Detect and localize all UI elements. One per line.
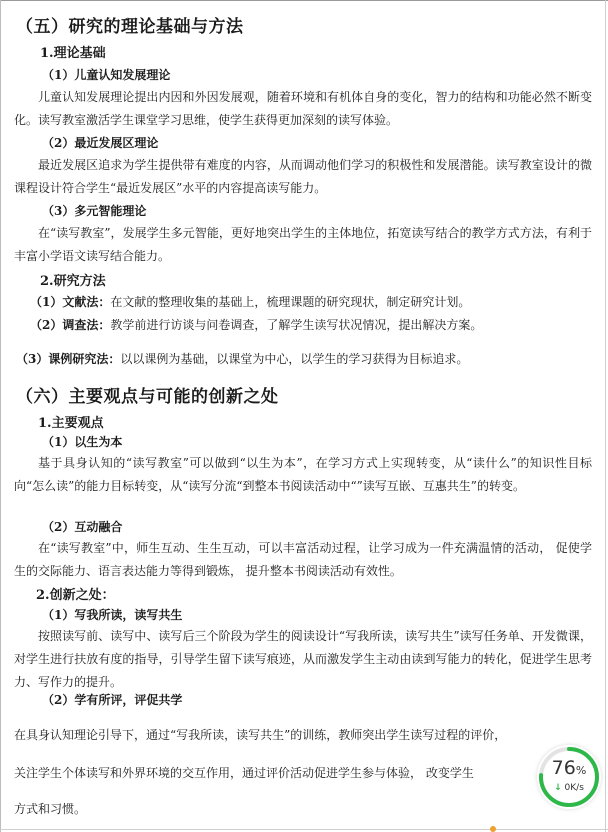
innovation-2-line-2: 关注学生个体读写和外界环境的交互作用，通过评价活动促进学生参与体验， 改变学生: [14, 766, 474, 780]
method-1-text: 在文献的整理收集的基础上，梳理课题的研究现状，制定研究计划。: [110, 295, 471, 309]
network-speed-widget[interactable]: [537, 745, 601, 809]
view-1-body: 基于具身认知的“读写教室”可以做到“以生为本”，在学习方式上实现转变，从“读什么”的知识性目标向“怎么读”的能力目标转变，从“读写分流“到整本书阅读活动中“”读写互嵌、互惠共生”的转变。: [14, 456, 592, 493]
innovation-heading: 2.创新之处：: [36, 588, 115, 603]
theory-1-body: 儿童认知发展理论提出内因和外因发展观，随着环境和有机体自身的变化，智力的结构和功能必然不断变化。读写教室激活学生课堂学习思维，使学生获得更加深刻的读写体验。: [14, 90, 592, 127]
page-top-border: [0, 0, 608, 1]
theory-3-body: 在“读写教室”，发展学生多元智能，更好地突出学生的主体地位，拓宽读写结合的教学方式方法，有利于丰富小学语文读写结合能力。: [14, 226, 592, 263]
speed-percent-value: 76: [551, 757, 576, 779]
method-1-label: （1）文献法：: [30, 295, 111, 309]
innovation-2-heading: （2）学有所评，评促共学: [42, 693, 183, 707]
speed-percent-sign: %: [575, 764, 587, 777]
theory-2-heading: （2）最近发展区理论: [42, 136, 159, 150]
views-heading: 1.主要观点: [38, 416, 104, 431]
page-right-border: [605, 0, 606, 832]
method-2-label: （2）调查法：: [30, 318, 111, 332]
speed-rate-value: 0K/s: [564, 783, 584, 793]
method-3: [16, 350, 468, 367]
method-2: [30, 316, 482, 333]
down-arrow-icon: ↓: [554, 783, 562, 793]
method-3-text: 以以课例为基础，以课堂为中心，以学生的学习获得为目标追求。: [120, 352, 469, 366]
section-5-title: （五）研究的理论基础与方法: [16, 17, 244, 37]
innovation-1-heading: （1）写我所读，读写共生: [42, 608, 183, 622]
page-left-border: [0, 0, 1, 832]
method-3-label: （3）课例研究法：: [16, 352, 121, 366]
view-1-heading: （1）以生为本: [42, 435, 123, 449]
theory-heading: 1.理论基础: [40, 46, 106, 61]
innovation-2-line-3: 方式和习惯。: [14, 802, 87, 816]
method-1: [30, 293, 470, 310]
view-2-body: 在“读写教室”中，师生互动、生生互动，可以丰富活动过程，让学习成为一件充满温情的活动， 促使学生的交际能力、语言表达能力等得到锻炼， 提升整本书阅读活动有效性。: [14, 541, 592, 578]
section-6-title: （六）主要观点与可能的创新之处: [16, 387, 279, 407]
method-2-text: 教学前进行访谈与问卷调查，了解学生读写状况情况，提出解决方案。: [110, 318, 483, 332]
orange-dot-icon: [490, 826, 496, 832]
speed-percent: [537, 757, 601, 779]
theory-3-heading: （3）多元智能理论: [42, 204, 147, 218]
theory-2-body: 最近发展区追求为学生提供带有难度的内容，从而调动他们学习的积极性和发展潜能。读写教室设计的微课程设计符合学生“最近发展区”水平的内容提高读写能力。: [14, 158, 592, 195]
page-bottom-border: [0, 829, 608, 830]
theory-1-heading: （1）儿童认知发展理论: [42, 68, 171, 82]
innovation-2-line-1: 在具身认知理论引导下，通过“写我所读，读写共生”的训练，教师突出学生读写过程的评价，: [14, 728, 507, 742]
speed-rate: [537, 783, 601, 793]
method-heading: 2.研究方法: [40, 274, 106, 289]
innovation-1-body: 按照读写前、读写中、读写后三个阶段为学生的阅读设计“写我所读，读写共生”读写任务单、开发微课，对学生进行扶放有度的指导，引导学生留下读写痕迹，从而激发学生主动由读到写能力的转化，促进学生思考力、写作力的提升。: [14, 629, 592, 689]
view-2-heading: （2）互动融合: [42, 520, 123, 534]
